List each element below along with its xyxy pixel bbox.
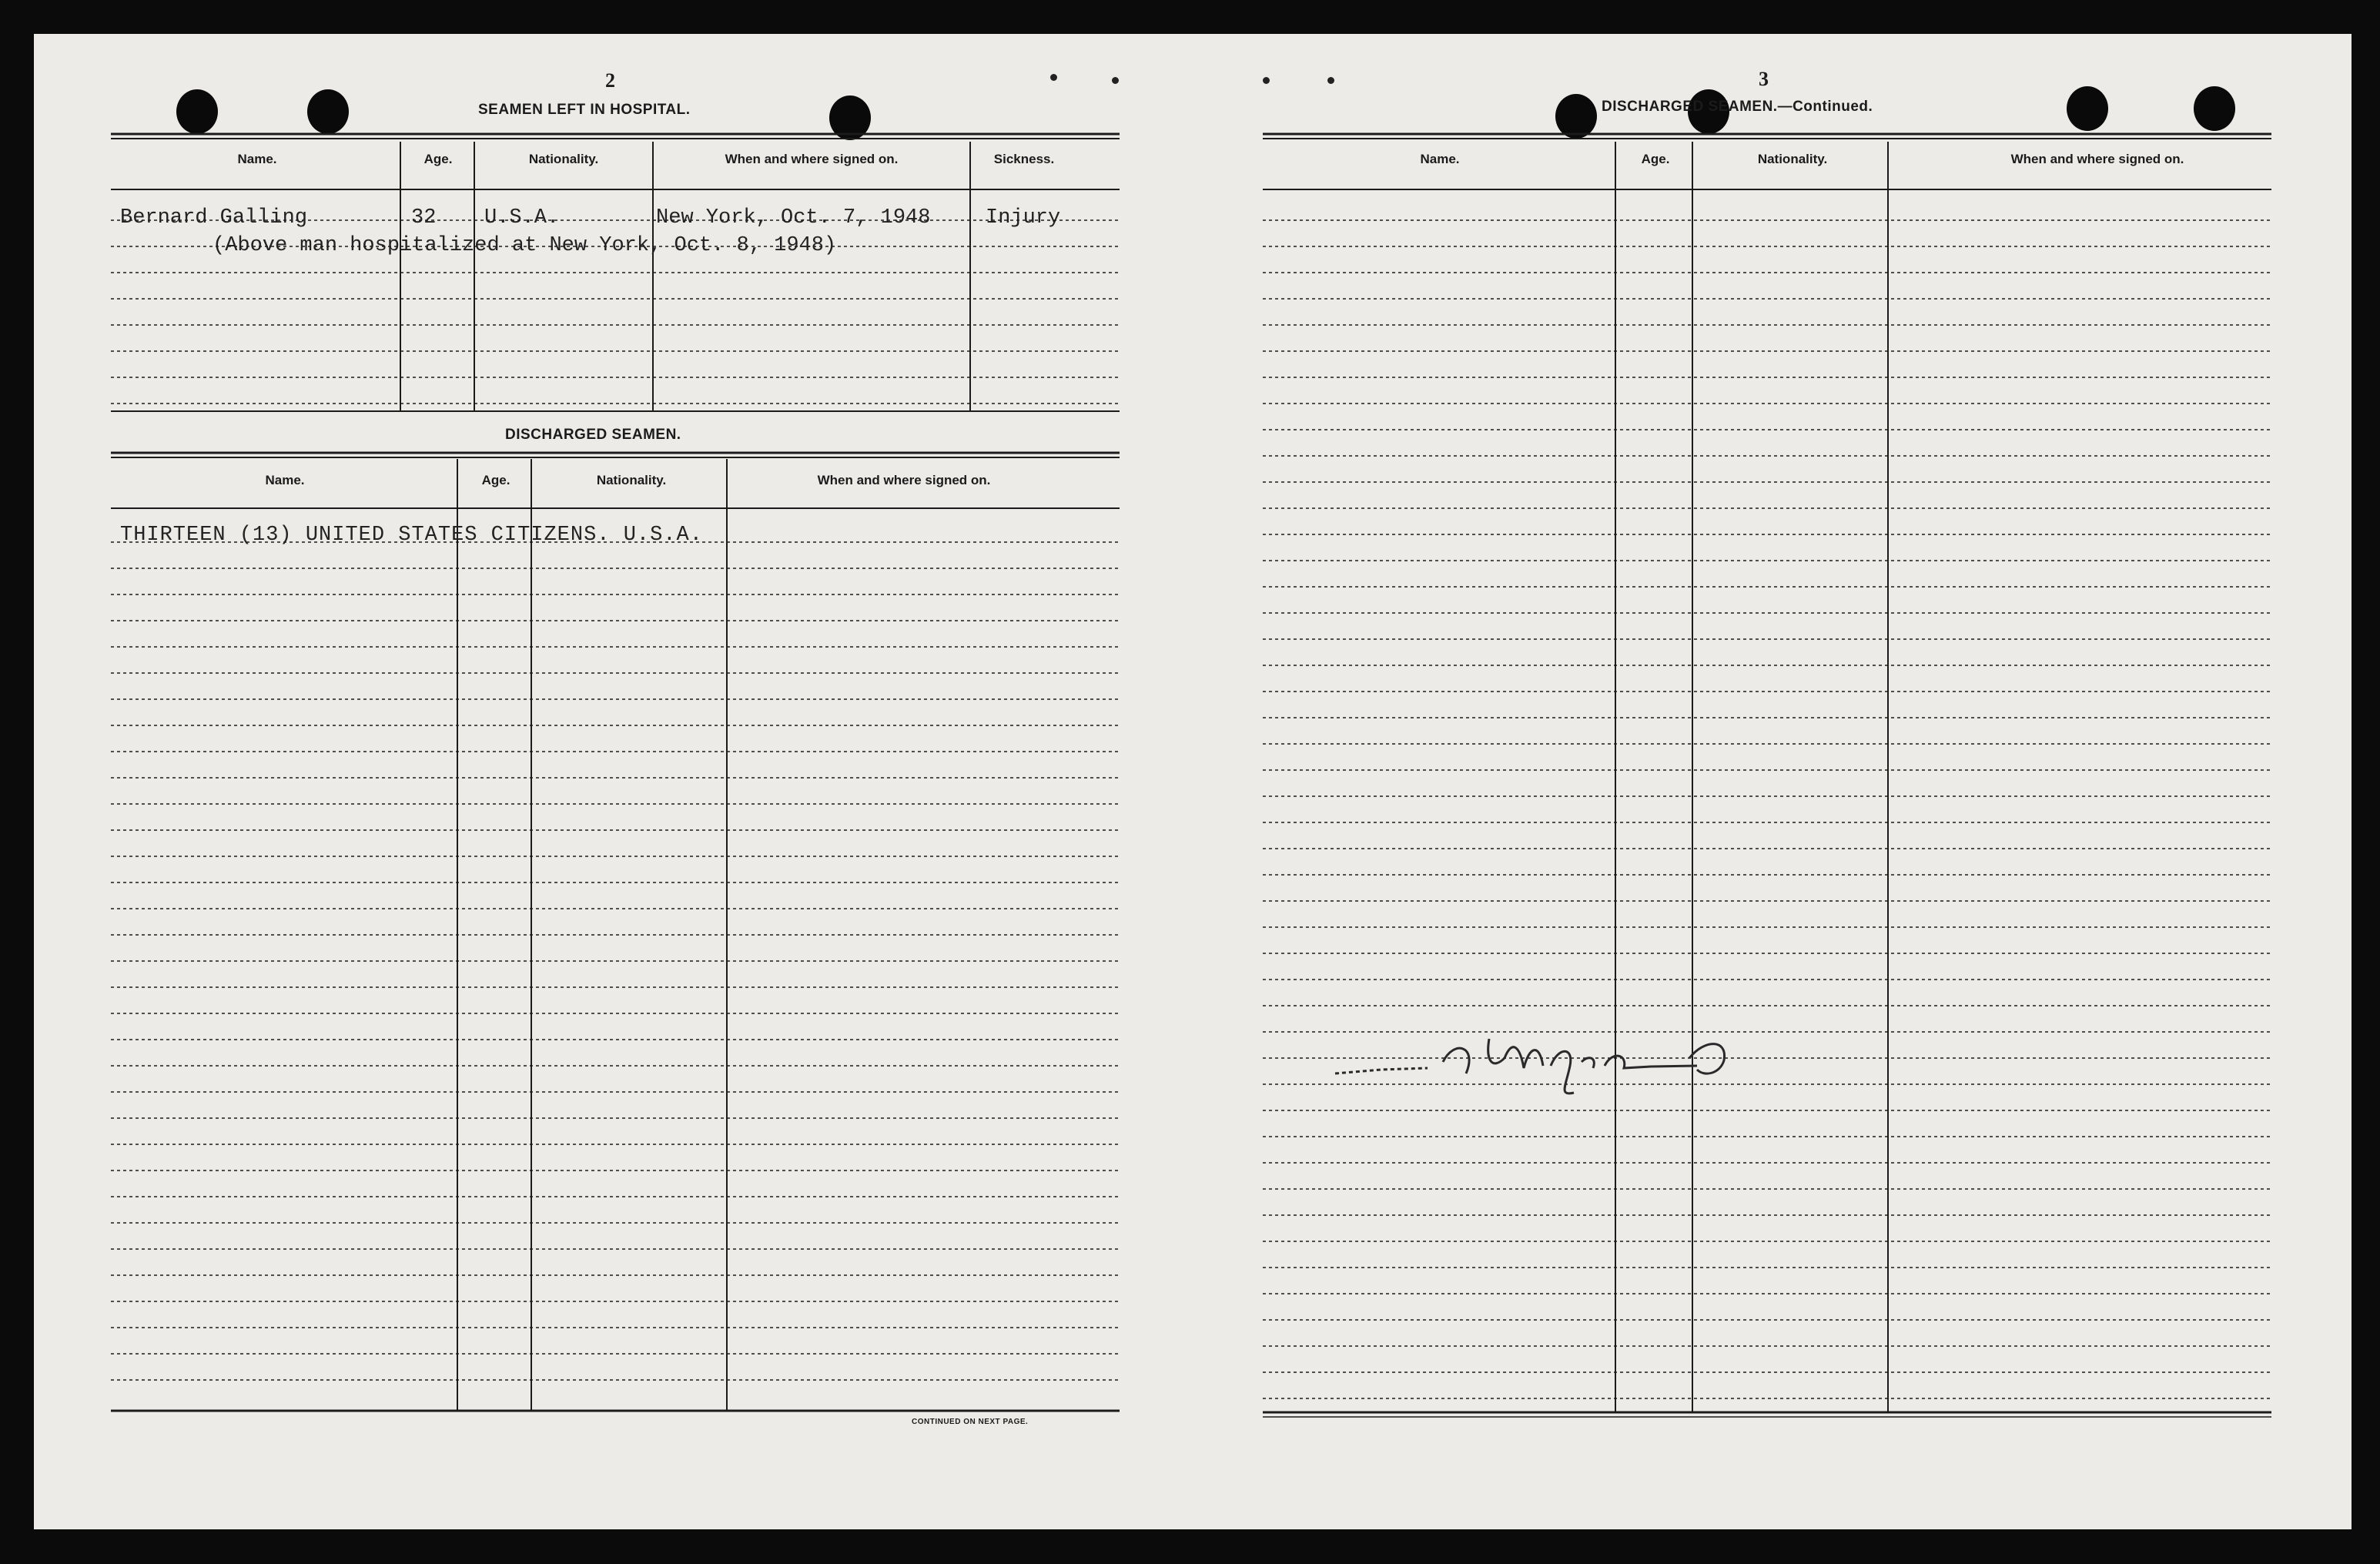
document-sheet xyxy=(34,34,2352,1529)
right-page-title: DISCHARGED SEAMEN.—Continued. xyxy=(1602,99,1873,115)
header-age: Age. xyxy=(423,152,453,166)
header-sickness: Sickness. xyxy=(993,152,1055,166)
discharged-section-title: DISCHARGED SEAMEN. xyxy=(505,427,681,443)
hospital-note: (Above man hospitalized at New York, Oct. 8, 1948) xyxy=(213,234,837,257)
hospital-sickness-cell: Injury xyxy=(986,206,1061,229)
header-signed-on: When and where signed on. xyxy=(725,152,899,166)
hospital-signed-on-cell: New York, Oct. 7, 1948 xyxy=(656,206,931,229)
header-name: Name. xyxy=(237,152,277,166)
ruled-lines xyxy=(34,34,2352,1529)
discharged-header-nationality: Nationality. xyxy=(596,473,667,487)
page-number-right: 3 xyxy=(1759,68,1769,90)
discharged-header-name: Name. xyxy=(265,473,305,487)
continued-footer: CONTINUED ON NEXT PAGE. xyxy=(912,1418,1029,1426)
right-header-signed-on: When and where signed on. xyxy=(2010,152,2184,166)
hospital-name-cell: Bernard Galling xyxy=(120,206,308,229)
discharged-entry: THIRTEEN (13) UNITED STATES CITIZENS. U.S.A. xyxy=(120,524,703,547)
header-nationality: Nationality. xyxy=(528,152,599,166)
hospital-age-cell: 32 xyxy=(411,206,437,229)
signature-scrawl xyxy=(1327,993,1759,1108)
right-header-name: Name. xyxy=(1420,152,1460,166)
hospital-nationality-cell: U.S.A. xyxy=(484,206,560,229)
hospital-section-title: SEAMEN LEFT IN HOSPITAL. xyxy=(478,102,691,118)
page-number-left: 2 xyxy=(605,69,615,92)
right-header-nationality: Nationality. xyxy=(1757,152,1828,166)
discharged-header-age: Age. xyxy=(481,473,510,487)
discharged-header-signed-on: When and where signed on. xyxy=(817,473,991,487)
right-header-age: Age. xyxy=(1641,152,1670,166)
